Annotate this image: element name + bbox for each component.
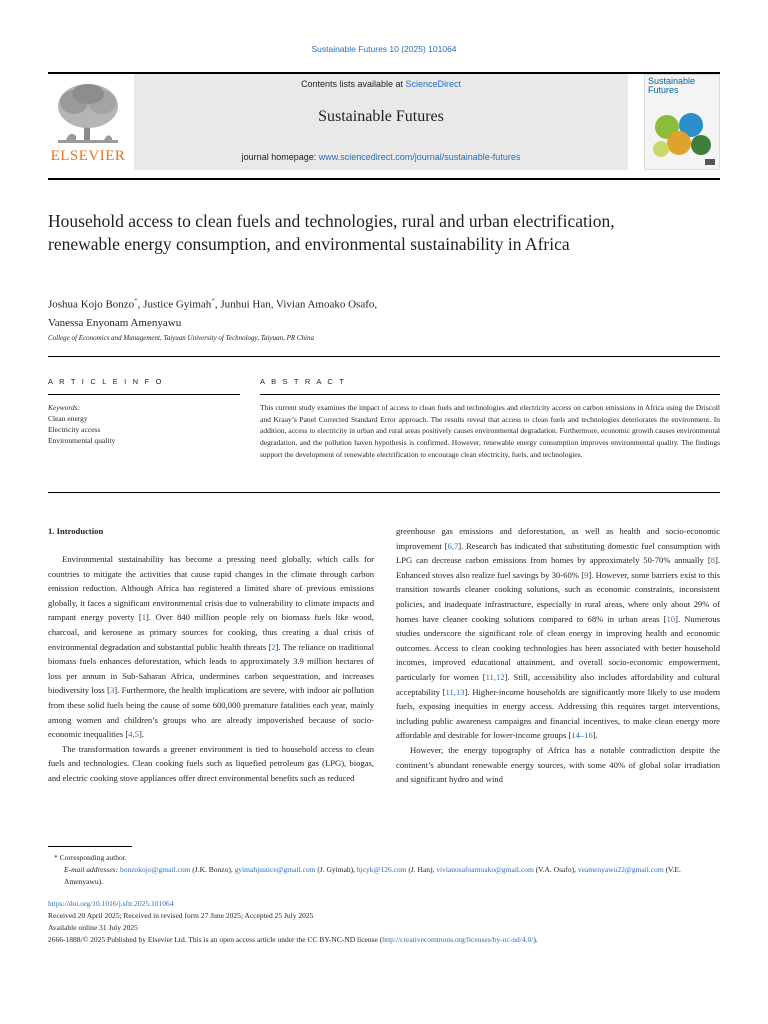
intro-paragraph-continued bbox=[396, 524, 720, 743]
email-owner: (J. Han), bbox=[406, 865, 437, 874]
keyword-item: Clean energy bbox=[48, 414, 88, 423]
article-info-heading: A R T I C L E I N F O bbox=[48, 377, 164, 386]
paragraph-text: ]. Over 840 million people rely on biomass fuels like wood, charcoal, and kerosene as primary sources for cooking, thus creating a dual crisis of environmental degradation and substantial public health threats [ bbox=[48, 612, 374, 652]
intro-paragraph-3 bbox=[396, 743, 720, 787]
corresponding-author-note: * Corresponding author. bbox=[54, 853, 127, 862]
email-link[interactable]: bonzokojo@gmail.com bbox=[119, 865, 191, 874]
keyword-item: Environmental quality bbox=[48, 436, 116, 445]
contents-line bbox=[134, 79, 628, 89]
author-name[interactable]: Justice Gyimah bbox=[143, 298, 212, 311]
journal-homepage-line bbox=[134, 152, 628, 162]
cover-title-line1: Sustainable bbox=[648, 76, 696, 86]
license-link[interactable]: http://creativecommons.org/licenses/by-nc-nd/4.0/ bbox=[382, 935, 534, 944]
journal-reference[interactable]: Sustainable Futures 10 (2025) 101064 bbox=[311, 44, 457, 54]
email-owner: (J.K. Bonzo), bbox=[190, 865, 235, 874]
right-column bbox=[396, 524, 720, 787]
email-link[interactable]: gyimahjustice@gmail.com bbox=[234, 865, 316, 874]
email-link[interactable]: veamenyawu22@gmail.com bbox=[577, 865, 664, 874]
paragraph-text: ]. Research has indicated that substituting domestic fuel consumption with LPG can decrease carbon emissions from homes by approximately 50-70% annually [ bbox=[396, 540, 720, 566]
paragraph-text: The transformation towards a greener environment is tied to household access to clean fuels and technologies. Clean cooking fuels such as liquefied petroleum gas (LPG), biogas, and electric cooking stove appliances offer direct environmental benefits such as reduced bbox=[48, 743, 374, 783]
email-addresses bbox=[48, 864, 720, 888]
citation-link[interactable]: 6,7 bbox=[447, 540, 459, 551]
paragraph-text: ]. The reliance on traditional biomass fuels enhances deforestation, which leads to approximately 3.9 million hectares of loss per annum in Sub-Saharan Africa, undermines carbon sequestration, and increases biodiversity loss [ bbox=[48, 641, 374, 696]
abstract-heading: A B S T R A C T bbox=[260, 377, 346, 386]
citation-link[interactable]: 2 bbox=[271, 641, 276, 652]
paragraph-text: ]. bbox=[138, 729, 144, 740]
citation-link[interactable]: 14–16 bbox=[571, 730, 593, 741]
abstract-text: This current study examines the impact of access to clean fuels and technologies and electricity access on carbon emissions in Africa using the Driscoll and Kraay’s Panel Corrected Standard Error approach. The results reveal that access to clean fuels and technologies deteriorates the environment. In addition, access to electricity in urban and rural areas positively causes environmental degradation. Furthermore, economic growth causes environmental degradation, and the pollution haven hypothesis is confirmed. However, renewable energy consumption improves environmental quality. The findings support the development of renewable electrification to encourage clean electricity, fuels, and technologies. bbox=[260, 403, 720, 459]
contents-prefix: Contents lists available at bbox=[300, 79, 406, 89]
citation-link[interactable]: 4,5 bbox=[128, 729, 139, 740]
abstract-bottom-rule bbox=[48, 492, 720, 493]
citation-link[interactable]: 8 bbox=[710, 555, 715, 566]
paragraph-text: ]. Numerous studies underscore the significant role of clean energy in improving health and economic outcomes. Access to clean cooking technologies has been associated with better household incomes, improved educational attainment, and overall socio-economic empowerment, particularly for women [ bbox=[396, 613, 720, 682]
keyword-item: Electricity access bbox=[48, 425, 101, 434]
email-link[interactable]: vivianosafoamoako@gmail.com bbox=[436, 865, 534, 874]
email-label: E-mail addresses: bbox=[64, 865, 120, 874]
section-rule bbox=[48, 356, 720, 357]
corresponding-author-mark[interactable]: * bbox=[134, 297, 138, 305]
left-column bbox=[48, 552, 374, 786]
intro-paragraph-2 bbox=[48, 742, 374, 786]
email-link[interactable]: hjcyk@126.com bbox=[356, 865, 407, 874]
citation-link[interactable]: 10 bbox=[666, 613, 676, 624]
article-title: Household access to clean fuels and technologies, rural and urban electrification, renewable energy consumption, and environmental sustainability in Africa bbox=[48, 211, 615, 254]
intro-paragraph-1 bbox=[48, 552, 374, 742]
homepage-link[interactable]: www.sciencedirect.com/journal/sustainable-futures bbox=[318, 152, 521, 162]
keywords-block bbox=[48, 402, 238, 446]
article-info-rule bbox=[48, 394, 240, 395]
available-online: Available online 31 July 2025 bbox=[48, 923, 138, 932]
article-metadata bbox=[48, 898, 720, 946]
paragraph-text: ]. Enhanced stoves also realize fuel savings by 30-60% [ bbox=[396, 555, 720, 580]
paragraph-text: ]. Furthermore, the health implications are severe, with indoor air pollution from these solid fuels being the cause of some 600,000 premature fatalities each year, mainly among women and children’s groups who are already impoverished because of socio-economic inequalities [ bbox=[48, 685, 375, 740]
affiliation: College of Economics and Management, Taiyuan University of Technology, Taiyuan, PR China bbox=[48, 334, 314, 342]
email-owner: (V.A. Osafo), bbox=[533, 865, 578, 874]
paragraph-text: ]. Higher-income households are significantly more likely to use modern fuels, exposing inequities in energy access. Addressing this requires target interventions, including public awareness campaigns and financial incentives, to make clean energy more affordable and desirable for lower-income groups [ bbox=[396, 686, 720, 741]
author-list bbox=[48, 292, 708, 332]
author-separator: , bbox=[137, 298, 144, 311]
paragraph-text: ]. However, some barriers exist to this transition towards cleaner cooking solutions, such as economic constraints, inconsistent policies, and inadequate infrastructure, especially in rural areas, where only about 29% of homes have cleaner cooking solutions compared to 68% in urban areas [ bbox=[396, 569, 720, 624]
footnotes bbox=[48, 852, 720, 888]
paragraph-text: greenhouse gas emissions and deforestation, as well as health and socio-economic improvement [ bbox=[396, 526, 720, 551]
journal-name: Sustainable Futures bbox=[318, 108, 444, 125]
received-dates: Received 20 April 2025; Received in revised form 27 June 2025; Accepted 25 July 2025 bbox=[48, 911, 314, 920]
email-owner: (J. Gyimah), bbox=[315, 865, 357, 874]
citation-link[interactable]: 3 bbox=[109, 685, 115, 696]
license-line bbox=[48, 934, 720, 946]
footnote-rule bbox=[48, 846, 132, 847]
doi-link[interactable]: https://doi.org/10.1016/j.sftr.2025.101064 bbox=[48, 899, 174, 908]
keywords-label: Keywords: bbox=[48, 403, 81, 412]
elsevier-wordmark: ELSEVIER bbox=[50, 148, 126, 164]
paragraph-text: However, the energy topography of Africa has a notable contradiction despite the continent’s abundant renewable energy sources, with some 40% of global solar irradiation and significant hydro and wind bbox=[396, 744, 720, 785]
paragraph-text: ]. bbox=[592, 730, 598, 741]
introduction-heading: 1. Introduction bbox=[48, 526, 104, 536]
paragraph-text: Environmental sustainability has become a pressing need globally, which calls for countries to mitigate the activities that cause rapid changes in the climate through carbon emission reduction. Although Africa has registered a limited share of previous emissions globally, it faces a significant environmental crisis due to vulnerability to climate impacts and rampant energy poverty [ bbox=[48, 554, 374, 623]
corresponding-author-mark[interactable]: * bbox=[211, 297, 215, 305]
author-separator: , bbox=[214, 298, 221, 311]
author-name[interactable]: Vivian Amoako Osafo bbox=[276, 298, 375, 311]
author-name[interactable]: Junhui Han bbox=[220, 298, 271, 311]
paragraph-text: ]. Still, accessibility also includes affordability and cultural acceptability [ bbox=[396, 671, 720, 697]
citation-link[interactable]: 11,13 bbox=[445, 686, 465, 697]
cover-title-line2: Futures bbox=[648, 85, 679, 95]
email-owner: (V.E. Amenyawu). bbox=[64, 865, 681, 886]
license-suffix: ). bbox=[533, 935, 538, 944]
author-separator: , bbox=[374, 298, 378, 311]
citation-link[interactable]: 11,12 bbox=[485, 671, 505, 682]
author-name[interactable]: Vanessa Enyonam Amenyawu bbox=[48, 316, 182, 329]
license-prefix: 2666-1888/© 2025 Published by Elsevier Ltd. This is an open access article under the CC BY-NC-ND license ( bbox=[48, 935, 383, 944]
homepage-label: journal homepage: bbox=[241, 152, 319, 162]
citation-link[interactable]: 1 bbox=[141, 612, 147, 623]
abstract-rule bbox=[260, 394, 720, 395]
citation-link[interactable]: 9 bbox=[584, 569, 589, 580]
sciencedirect-link[interactable]: ScienceDirect bbox=[405, 79, 462, 89]
cover-title bbox=[648, 77, 708, 95]
header-bottom-rule bbox=[48, 178, 720, 180]
author-separator: , bbox=[270, 298, 277, 311]
author-name[interactable]: Joshua Kojo Bonzo bbox=[48, 298, 135, 311]
